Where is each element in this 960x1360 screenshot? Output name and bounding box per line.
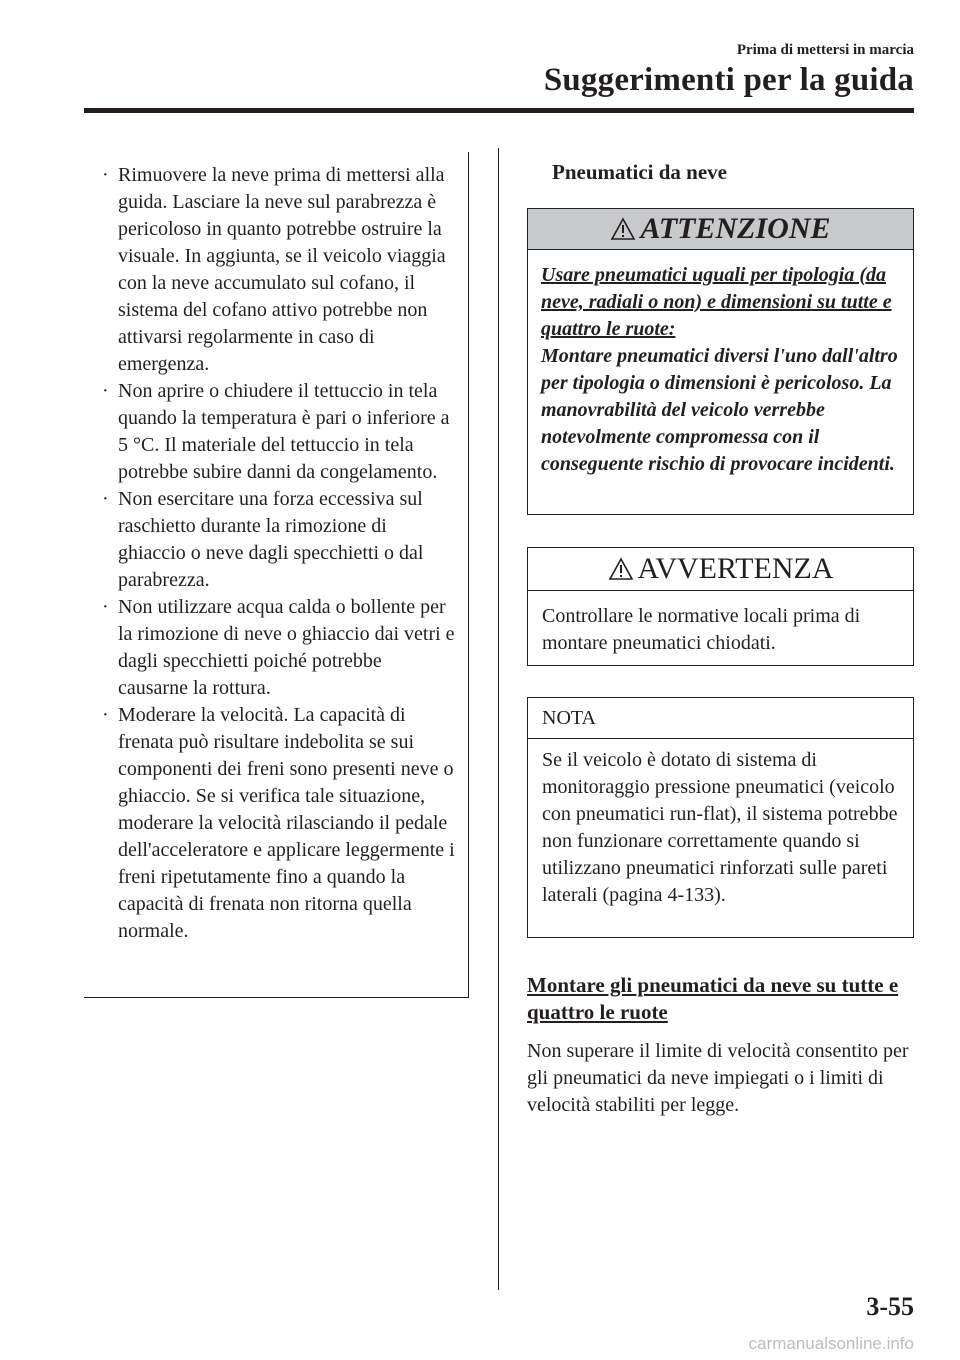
avvertenza-header [528, 548, 913, 591]
bullet: · [102, 380, 109, 402]
bullet: · [102, 488, 109, 510]
list-item [100, 594, 456, 702]
attenzione-text: Montare pneumatici diversi l'uno dall'altro per tipologia o dimensioni è pericoloso. La manovrabilità del veicolo verrebbe notevolmente compromessa con il conseguente rischio di provocare incidenti. [541, 345, 898, 475]
warning-triangle-icon [608, 557, 634, 581]
avvertenza-label: AVVERTENZA [637, 552, 834, 585]
list-item-text: Moderare la velocità. La capacità di frenata può risultare indebolita se sui componenti dei freni sono presenti neve o ghiaccio. Se si verifica tale situazione, moderare la velocità rilasciando il pedale dell'acceleratore e applicare leggermente i freni ripetutamente fino a quando la capacità di frenata non ritorna quella normale. [118, 704, 455, 942]
section-title: Pneumatici da neve [552, 160, 727, 184]
bullet: · [102, 596, 109, 618]
left-caution-list-box [84, 152, 469, 998]
column-divider [498, 148, 499, 1290]
warning-triangle-icon [610, 217, 636, 241]
attenzione-box [527, 208, 914, 515]
page-number: 3-55 [866, 1292, 914, 1321]
list-item [100, 162, 456, 378]
body-paragraph: Non superare il limite di velocità consentito per gli pneumatici da neve impiegati o i limiti di velocità stabiliti per legge. [527, 1040, 909, 1116]
list-item-text: Rimuovere la neve prima di mettersi alla guida. Lasciare la neve sul parabrezza è pericoloso in quanto potrebbe ostruire la visuale. In aggiunta, se il veicolo viaggia con la neve accumulato sul cofano, il sistema del cofano attivo potrebbe non attivarsi regolarmente in caso di emergenza. [118, 164, 446, 375]
attenzione-header [528, 209, 913, 250]
bullet: · [102, 704, 109, 726]
attenzione-body [528, 250, 913, 478]
list-item-text: Non esercitare una forza eccessiva sul raschietto durante la rimozione di ghiaccio o neve dagli specchietti o dal parabrezza. [118, 488, 424, 591]
list-item-text: Non utilizzare acqua calda o bollente per la rimozione di neve o ghiaccio dai vetri e dagli specchietti poiché potrebbe causarne la rottura. [118, 596, 455, 699]
sub-heading: Montare gli pneumatici da neve su tutte e quattro le ruote [527, 973, 899, 1024]
list-item [100, 486, 456, 594]
list-item [100, 702, 456, 945]
page-header-subtitle: Prima di mettersi in marcia [736, 42, 914, 58]
avvertenza-body: Controllare le normative locali prima di montare pneumatici chiodati. [542, 605, 861, 654]
list-item [100, 378, 456, 486]
list-item-text: Non aprire o chiudere il tettuccio in tela quando la temperatura è pari o inferiore a 5 °C. Il materiale del tettuccio in tela potrebbe subire danni da congelamento. [118, 380, 450, 483]
watermark: carmanualsonline.info [748, 1334, 914, 1353]
bullet: · [102, 164, 109, 186]
page-header-title: Suggerimenti per la guida [543, 62, 914, 98]
attenzione-label: ATTENZIONE [640, 212, 831, 245]
caution-list [84, 162, 468, 945]
avvertenza-box [527, 547, 914, 666]
nota-body: Se il veicolo è dotato di sistema di monitoraggio pressione pneumatici (veicolo con pneumatici run-flat), il sistema potrebbe non funzionare correttamente quando si utilizzano pneumatici rinforzati sulle pareti laterali (pagina 4-133). [542, 749, 898, 906]
nota-box [527, 697, 914, 938]
nota-header: NOTA [528, 698, 913, 739]
header-rule [84, 108, 914, 113]
attenzione-underlined-text: Usare pneumatici uguali per tipologia (da neve, radiali o non) e dimensioni su tutte e quattro le ruote: [541, 264, 892, 340]
